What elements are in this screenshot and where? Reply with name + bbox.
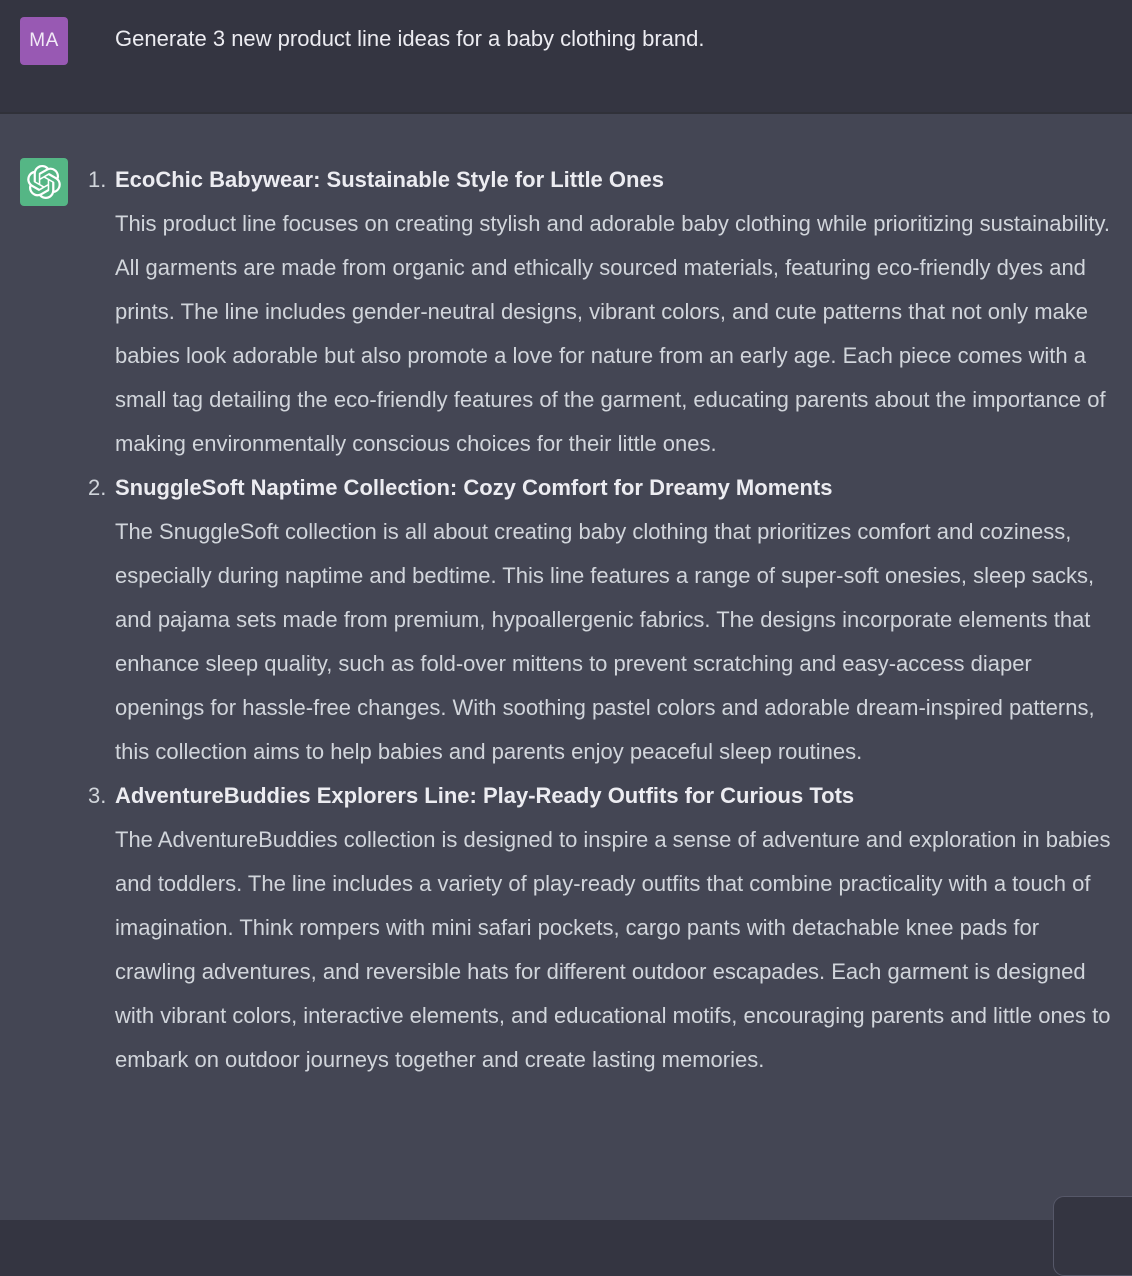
idea-list bbox=[88, 158, 1116, 1082]
list-item bbox=[88, 774, 1116, 1082]
openai-logo-icon bbox=[27, 165, 61, 199]
list-item-title: EcoChic Babywear: Sustainable Style for Little Ones bbox=[115, 167, 664, 192]
list-item-number: 2. bbox=[88, 475, 107, 500]
user-message-text: Generate 3 new product line ideas for a baby clothing brand. bbox=[115, 26, 705, 51]
list-item bbox=[88, 466, 1116, 774]
list-item-body: This product line focuses on creating stylish and adorable baby clothing while prioritizing sustainability. All garments are made from organic and ethically sourced materials, featuring eco-friendly dyes and prints. The line includes gender-neutral designs, vibrant colors, and cute patterns that not only make babies look adorable but also promote a love for nature from an early age. Each piece comes with a small tag detailing the eco-friendly features of the garment, educating parents about the importance of making environmentally conscious choices for their little ones. bbox=[115, 211, 1111, 456]
user-avatar bbox=[20, 17, 68, 65]
list-item-body: The SnuggleSoft collection is all about creating baby clothing that prioritizes comfort and coziness, especially during naptime and bedtime. This line features a range of super-soft onesies, sleep sacks, and pajama sets made from premium, hypoallergenic fabrics. The designs incorporate elements that enhance sleep quality, such as fold-over mittens to prevent scratching and easy-access diaper openings for hassle-free changes. With soothing pastel colors and adorable dream-inspired patterns, this collection aims to help babies and parents enjoy peaceful sleep routines. bbox=[115, 519, 1095, 764]
user-message-row bbox=[0, 0, 1132, 112]
assistant-avatar bbox=[20, 158, 68, 206]
list-item-title: AdventureBuddies Explorers Line: Play-Ready Outfits for Curious Tots bbox=[115, 783, 855, 808]
list-item-number: 1. bbox=[88, 167, 107, 192]
assistant-message-text bbox=[88, 158, 1116, 1082]
list-item-number: 3. bbox=[88, 783, 107, 808]
list-item-body: The AdventureBuddies collection is designed to inspire a sense of adventure and exploration in babies and toddlers. The line includes a variety of play-ready outfits that combine practicality with a touch of imagination. Think rompers with mini safari pockets, cargo pants with detachable knee pads for crawling adventures, and reversible hats for different outdoor escapades. Each garment is designed with vibrant colors, interactive elements, and educational motifs, encouraging parents and little ones to embark on outdoor journeys together and create lasting memories. bbox=[115, 827, 1111, 1072]
user-avatar-initials: MA bbox=[29, 30, 59, 51]
list-item-title: SnuggleSoft Naptime Collection: Cozy Comfort for Dreamy Moments bbox=[115, 475, 833, 500]
assistant-message-row bbox=[0, 112, 1132, 1220]
corner-panel[interactable] bbox=[1053, 1196, 1132, 1276]
list-item bbox=[88, 158, 1116, 466]
